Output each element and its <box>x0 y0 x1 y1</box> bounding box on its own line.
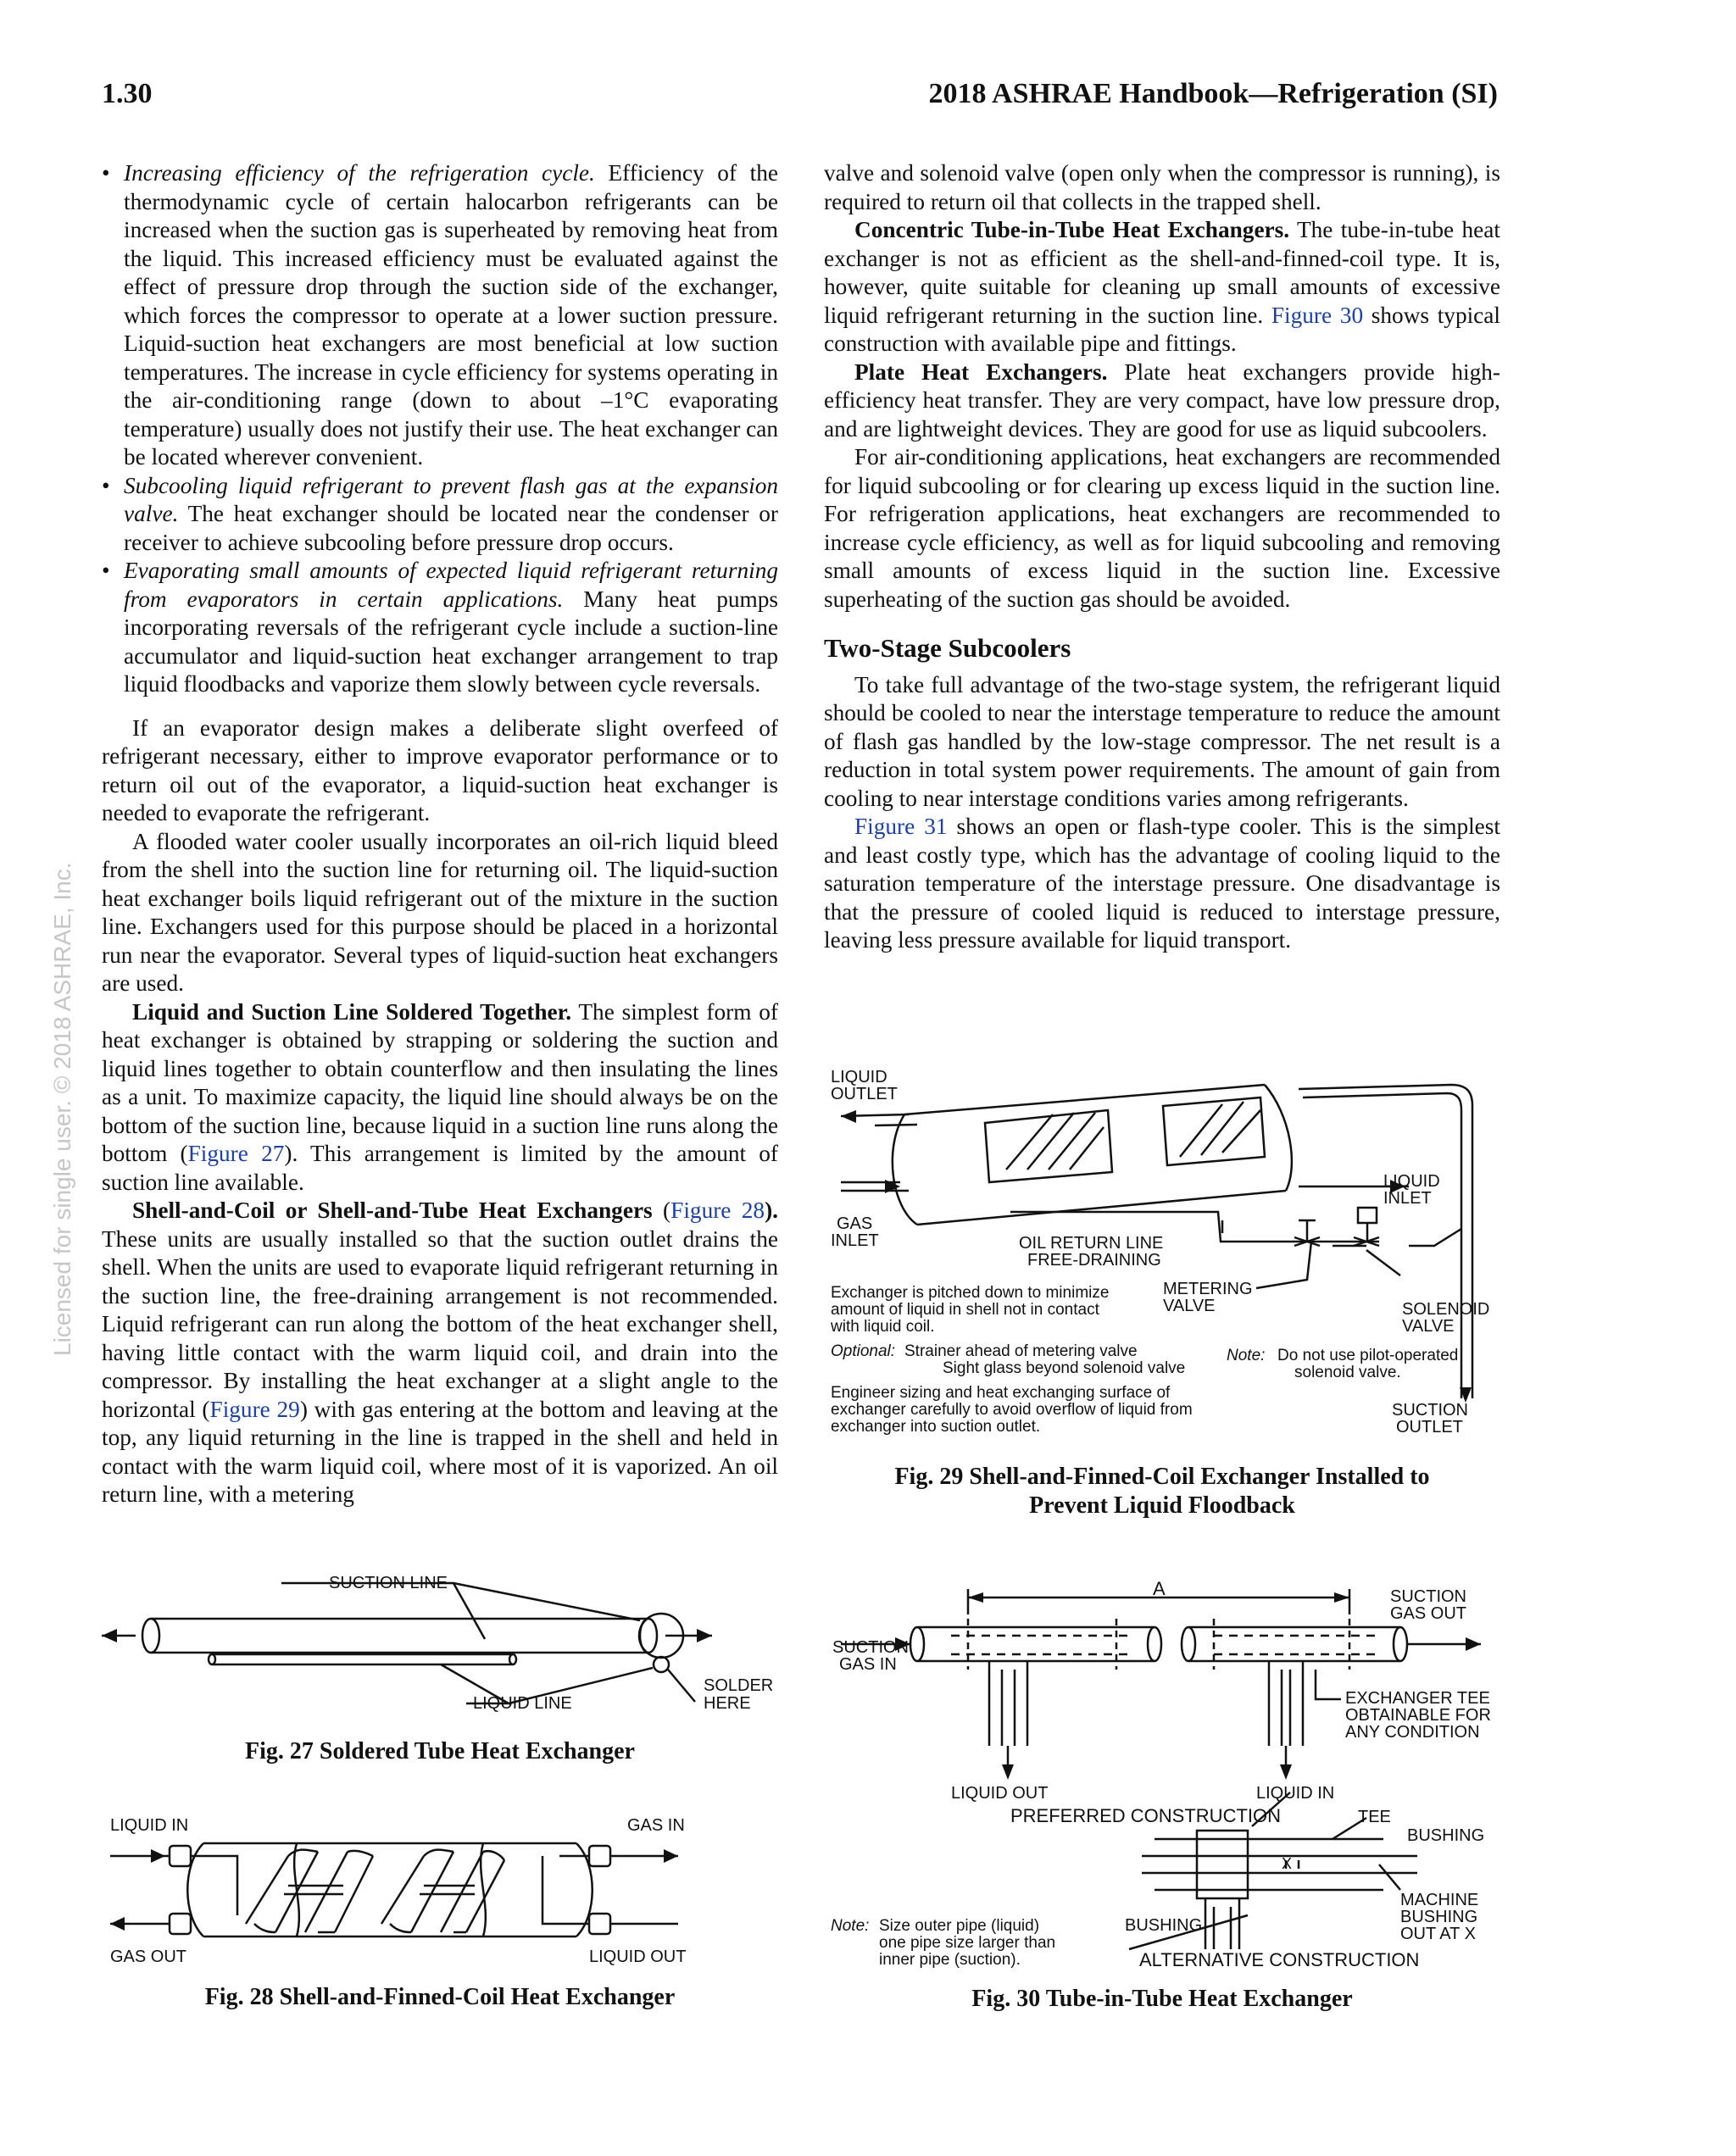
installed-exchanger-drawing <box>824 1064 1519 1445</box>
suction-outlet-label-2: OUTLET <box>1396 1418 1463 1436</box>
machine-label-1: MACHINE <box>1400 1891 1479 1909</box>
suction-gas-out-label-1: SUCTION <box>1390 1587 1466 1606</box>
liquid-in-label: LIQUID IN <box>1256 1784 1335 1803</box>
note-text-1: Do not use pilot-operated <box>1277 1347 1459 1364</box>
figure-28-link[interactable]: Figure 28 <box>670 1197 765 1223</box>
right-column <box>824 159 1500 955</box>
optional-label: Optional: <box>831 1342 896 1360</box>
suction-gas-in-label-2: GAS IN <box>839 1655 897 1674</box>
solder-label-2: HERE <box>704 1694 751 1713</box>
figure-29-caption <box>824 1463 1500 1520</box>
run-in-heading: Concentric Tube-in-Tube Heat Exchangers. <box>854 217 1290 242</box>
paragraph: valve and solenoid valve (open only when the compressor is running), is required to return oil that collects in the trapped shell. <box>824 160 1500 214</box>
bullet-text: Many heat pumps incorporating reversals of the refrigerant cycle include a suction-line accumulator and liquid-suction heat exchanger arrangement to trap liquid floodbacks and vaporize them slowly between cycle reversals. <box>124 586 779 697</box>
figure-27 <box>102 1559 780 1729</box>
paragraph-text: shows an open or flash-type cooler. This is the simplest and least costly type, which has the advantage of cooling liquid to the saturation temperature of the interstage pressure. One disadvantage is that the pressure of cooled liquid is reduced to interstage pressure, leaving less pressure available for liquid transport. <box>824 814 1500 953</box>
paragraph <box>102 1197 778 1509</box>
run-in-heading: Shell-and-Coil or Shell-and-Tube Heat Exchangers <box>132 1197 653 1223</box>
note-text-3: inner pipe (suction). <box>879 1951 1021 1969</box>
solder-label-1: SOLDER <box>704 1676 774 1695</box>
dimension-a-label: A <box>1153 1578 1166 1599</box>
x-mark-label: X <box>1282 1855 1293 1872</box>
liquid-outlet-label-1: LIQUID <box>831 1068 887 1086</box>
exchanger-tee-label-3: ANY CONDITION <box>1345 1723 1480 1742</box>
run-in-heading: Liquid and Suction Line Soldered Together. <box>132 998 572 1025</box>
exchanger-tee-label-1: EXCHANGER TEE <box>1345 1689 1490 1708</box>
figure-30-link[interactable]: Figure 30 <box>1271 302 1364 328</box>
tube-in-tube-drawing <box>824 1576 1519 1975</box>
suction-line-label: SUCTION LINE <box>329 1574 448 1592</box>
liquid-outlet-label-2: OUTLET <box>831 1085 898 1103</box>
bushing-lower-label: BUSHING <box>1125 1916 1203 1935</box>
paragraph-text: These units are usually installed so that the suction outlet drains the shell. When the units are used to evaporate liquid refrigerant returning in the suction line, the free-draining arrangement is not recommended. Liquid refrigerant can run along the bottom of the heat exchanger shell, having little contact with the warm liquid coil, and drain into the compressor. By installing the heat exchanger at a slight angle to the horizontal ( <box>102 1225 778 1422</box>
paragraph: If an evaporator design makes a deliberate slight overfeed of refrigerant necessary, either to improve evaporator performance or to return oil out of the evaporator, a liquid-suction heat exchanger is needed to evaporate the refrigerant. <box>102 714 778 825</box>
figure-31-link[interactable]: Figure 31 <box>854 814 948 839</box>
paragraph <box>824 216 1500 358</box>
page-number: 1.30 <box>102 78 153 109</box>
paragraph-text: ) with gas entering at the bottom and leaving at the top, any liquid returning in the line is trapped in the shell and held in contact with the warm liquid coil, where most of it is vaporized. An oil return line, with a metering <box>102 1396 778 1507</box>
note-text-1: Size outer pipe (liquid) <box>879 1917 1040 1935</box>
metering-valve-label-2: VALVE <box>1163 1297 1216 1315</box>
figure-29-link[interactable]: Figure 29 <box>209 1396 300 1422</box>
figure-27-link[interactable]: Figure 27 <box>187 1141 285 1166</box>
paragraph <box>824 358 1500 444</box>
list-item <box>102 557 778 699</box>
paragraph-text: ( <box>652 1197 671 1223</box>
left-column <box>102 159 778 1509</box>
note-text-2: solenoid valve. <box>1294 1364 1401 1381</box>
oil-return-label-1: OIL RETURN LINE <box>1019 1234 1164 1253</box>
note-label: Note: <box>1227 1347 1266 1364</box>
optional-note-1: Strainer ahead of metering valve <box>904 1342 1138 1360</box>
paragraph <box>102 998 778 1197</box>
alternative-construction-label: ALTERNATIVE CONSTRUCTION <box>1139 1949 1420 1970</box>
figure-29-caption-line-1: Fig. 29 Shell-and-Finned-Coil Exchanger Installed to <box>894 1464 1430 1490</box>
bullet-text: The heat exchanger should be located near the condenser or receiver to achieve subcooling before pressure drop occurs. <box>124 501 778 555</box>
paragraph: To take full advantage of the two-stage system, the refrigerant liquid should be cooled to near the interstage temperature to reduce the amount of flash gas handled by the low-stage compressor. The net result is a reduction in total system power requirements. The amount of gain from cooling to near interstage conditions varies among refrigerants. <box>824 671 1500 811</box>
figure-30 <box>824 1576 1519 1975</box>
list-item <box>102 472 778 558</box>
section-title: Two-Stage Subcoolers <box>824 633 1071 663</box>
figure-27-caption: Fig. 27 Soldered Tube Heat Exchanger <box>245 1738 635 1764</box>
suction-gas-in-label-1: SUCTION <box>832 1638 909 1657</box>
gas-inlet-label-2: INLET <box>831 1231 879 1250</box>
shell-and-coil-drawing <box>102 1805 780 1975</box>
suction-gas-out-label-2: GAS OUT <box>1390 1604 1467 1623</box>
list-item <box>102 159 778 472</box>
engineer-note-1: Engineer sizing and heat exchanging surface of <box>831 1384 1171 1402</box>
liquid-inlet-label-1: LIQUID <box>1383 1172 1440 1191</box>
pitch-note-2: amount of liquid in shell not in contact <box>831 1301 1099 1319</box>
gas-inlet-label-1: GAS <box>837 1214 873 1233</box>
figure-28 <box>102 1805 780 1975</box>
pitch-note-1: Exchanger is pitched down to minimize <box>831 1284 1110 1302</box>
note-label: Note: <box>831 1917 870 1935</box>
solenoid-valve-label-1: SOLENOID <box>1402 1300 1490 1319</box>
liquid-out-label: LIQUID OUT <box>589 1948 687 1966</box>
bullet-lead: Subcooling liquid refrigerant to prevent flash gas at the expansion valve. <box>124 472 778 526</box>
paragraph-text: ). <box>765 1197 779 1223</box>
tee-label: TEE <box>1358 1808 1391 1826</box>
oil-return-label-2: FREE-DRAINING <box>1027 1251 1161 1270</box>
paragraph-text: ). This arrangement is limited by the amount of suction line available. <box>102 1141 778 1195</box>
exchanger-tee-label-2: OBTAINABLE FOR <box>1345 1706 1491 1725</box>
paragraph-text: shows typical construction with available pipe and fittings. <box>824 302 1500 356</box>
note-text-2: one pipe size larger than <box>879 1934 1056 1952</box>
figure-28-caption: Fig. 28 Shell-and-Finned-Coil Heat Exchanger <box>204 1984 676 2010</box>
license-watermark: Licensed for single user. © 2018 ASHRAE, Inc. <box>49 862 75 1356</box>
benefit-list <box>102 159 778 699</box>
bullet-lead: Increasing efficiency of the refrigeration cycle. <box>124 160 595 186</box>
preferred-construction-label: PREFERRED CONSTRUCTION <box>1010 1805 1282 1826</box>
paragraph: A flooded water cooler usually incorporates an oil-rich liquid bleed from the shell into the suction line for returning oil. The liquid-suction heat exchanger boils liquid refrigerant out of the mixture in the suction line. Exchangers used for this purpose should be placed in a horizontal run near the evaporator. Several types of liquid-suction heat exchangers are used. <box>102 828 778 996</box>
machine-label-3: OUT AT X <box>1400 1925 1476 1943</box>
liquid-in-label: LIQUID IN <box>110 1816 189 1835</box>
figure-30-caption: Fig. 30 Tube-in-Tube Heat Exchanger <box>971 1986 1353 2012</box>
gas-out-label: GAS OUT <box>110 1948 187 1966</box>
gas-in-label: GAS IN <box>627 1816 685 1835</box>
paragraph: For air-conditioning applications, heat exchangers are recommended for liquid subcooling or for clearing up excess liquid in the suction line. For refrigeration applications, heat exchangers are recommended to increase cycle efficiency, as well as for liquid subcooling and removing small amounts of excess liquid in the suction line. Excessive superheating of the suction gas should be avoided. <box>824 444 1500 612</box>
metering-valve-label-1: METERING <box>1163 1280 1253 1298</box>
liquid-out-label: LIQUID OUT <box>951 1784 1049 1803</box>
book-title: 2018 ASHRAE Handbook—Refrigeration (SI) <box>928 78 1498 109</box>
pitch-note-3: with liquid coil. <box>831 1318 935 1336</box>
engineer-note-2: exchanger carefully to avoid overflow of liquid from <box>831 1401 1193 1419</box>
figure-29-caption-line-2: Prevent Liquid Floodback <box>1029 1492 1295 1519</box>
liquid-line-label: LIQUID LINE <box>473 1694 572 1713</box>
figure-29 <box>824 1064 1519 1445</box>
bushing-label: BUSHING <box>1407 1826 1485 1845</box>
machine-label-2: BUSHING <box>1400 1908 1478 1926</box>
paragraph-text: Plate heat exchangers provide high-efficiency heat transfer. They are very compact, have low pressure drop, and are lightweight devices. They are good for use as liquid subcoolers. <box>824 358 1501 442</box>
run-in-heading: Plate Heat Exchangers. <box>854 358 1108 385</box>
suction-outlet-label-1: SUCTION <box>1392 1401 1468 1420</box>
bullet-text: Efficiency of the thermodynamic cycle of certain halocarbon refrigerants can be increased when the suction gas is superheated by removing heat from the liquid. This increased efficiency must be evaluated against the effect of pressure drop through the suction side of the exchanger, which forces the compressor to operate at a lower suction pressure. Liquid-suction heat exchangers are most beneficial at low suction temperatures. The increase in cycle efficiency for systems operating in the air-conditioning range (down to about –1°C evaporating temperature) usually does not justify their use. The heat exchanger can be located wherever convenient. <box>124 160 778 470</box>
paragraph-text: The simplest form of heat exchanger is obtained by strapping or soldering the suction and liquid lines together to obtain counterflow and then insulating the lines as a unit. To maximize capacity, the liquid line should always be on the bottom of the suction line, because liquid in a suction line runs along the bottom ( <box>102 998 778 1166</box>
paragraph-text: The tube-in-tube heat exchanger is not as efficient as the shell-and-finned-coil type. It is, however, quite suitable for cleaning up small amounts of excessive liquid refrigerant returning in the suction line. <box>824 217 1500 328</box>
liquid-inlet-label-2: INLET <box>1383 1189 1432 1208</box>
optional-note-2: Sight glass beyond solenoid valve <box>943 1359 1186 1377</box>
paragraph <box>824 813 1500 955</box>
solenoid-valve-label-2: VALVE <box>1402 1317 1455 1336</box>
bullet-lead: Evaporating small amounts of expected liquid refrigerant returning from evaporators in certain applications. <box>124 558 778 612</box>
engineer-note-3: exchanger into suction outlet. <box>831 1418 1041 1436</box>
soldered-tube-drawing <box>102 1559 780 1729</box>
